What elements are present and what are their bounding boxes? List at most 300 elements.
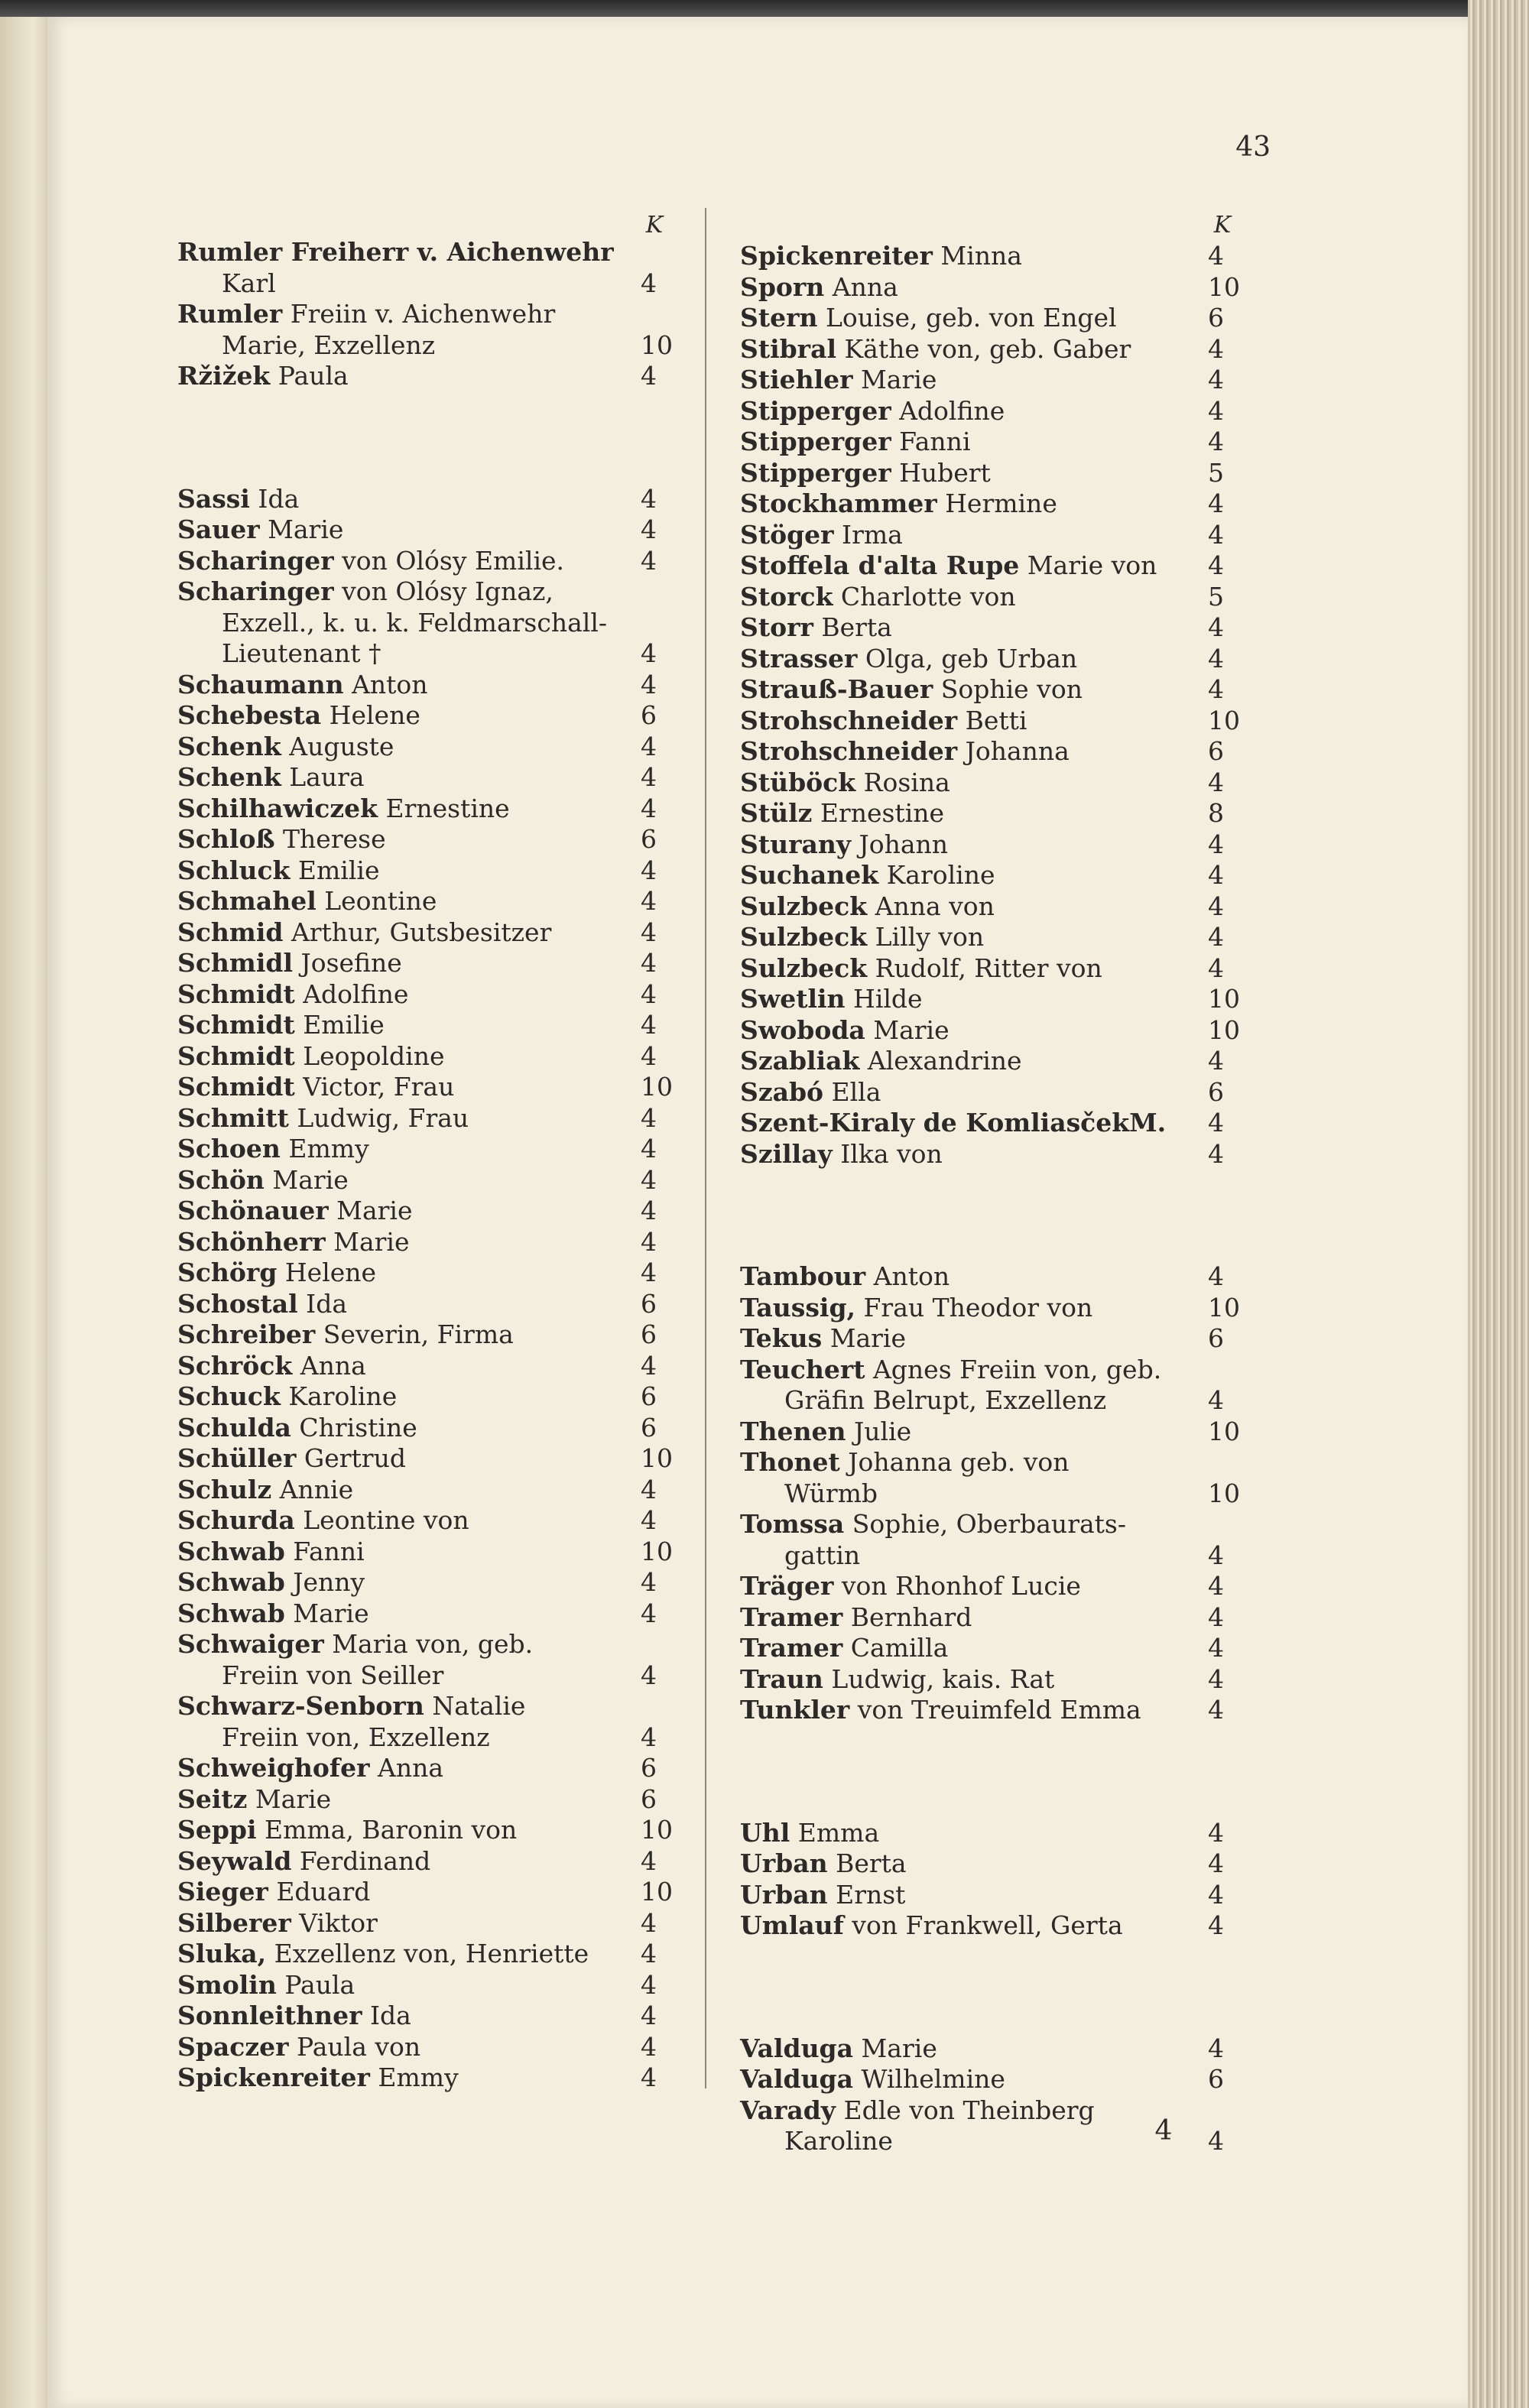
entry-surname: Schloß (177, 824, 275, 854)
entry-surname: Schaumann (177, 669, 344, 699)
entry-amount: 4 (1208, 612, 1224, 642)
list-item (177, 2032, 682, 2063)
entry-amount: 4 (641, 1939, 657, 1968)
entry-amount: 4 (641, 1505, 657, 1535)
entry-amount: 4 (1208, 1633, 1224, 1663)
entry-amount: 10 (641, 1877, 673, 1907)
entry-surname: Schluck (177, 855, 291, 885)
section-gap (177, 392, 682, 484)
entry-surname: Schmid (177, 917, 284, 947)
entry-amount: 6 (1208, 736, 1224, 766)
entry-surname: Swoboda (740, 1014, 865, 1045)
list-item (177, 1815, 682, 1846)
entry-surname: Strasser (740, 643, 858, 673)
entry-amount: 4 (641, 948, 657, 978)
list-item (740, 644, 1249, 675)
list-item (177, 948, 682, 979)
entry-given-name: Emmy (280, 1134, 369, 1163)
entry-given-name: Olga, geb Urban (857, 643, 1078, 673)
entry-surname: Schwab (177, 1598, 285, 1628)
entry-given-name: Berta (813, 612, 892, 642)
entry-surname: Schwarz-Senborn (177, 1691, 424, 1721)
list-item (740, 1602, 1249, 1634)
entry-given-name: Gertrud (296, 1443, 406, 1473)
list-item (740, 984, 1249, 1015)
list-item (177, 1567, 682, 1598)
entry-surname: Sluka, (177, 1939, 267, 1968)
entry-given-name: Marie (259, 514, 344, 544)
entry-given-name: Hilde (845, 984, 923, 1014)
list-item (177, 1846, 682, 1877)
list-item (177, 1134, 682, 1165)
entry-surname: Schreiber (177, 1319, 316, 1349)
entry-amount: 4 (641, 1845, 657, 1876)
list-item (177, 793, 682, 825)
entry-given-name: Jenny (284, 1567, 365, 1597)
entry-given-name: Marie (284, 1598, 369, 1628)
entry-surname: Thenen (740, 1416, 846, 1446)
entry-continuation: Freiin von, Exzellenz (222, 1722, 490, 1752)
entry-surname: Tekus (740, 1323, 823, 1353)
entry-surname: Schenk (177, 731, 281, 761)
list-item (740, 520, 1249, 551)
list-item (740, 365, 1249, 396)
entry-amount: 10 (641, 1536, 673, 1566)
entry-surname: Schostal (177, 1288, 298, 1319)
entry-amount: 4 (1208, 1910, 1224, 1940)
entry-amount: 4 (1208, 2033, 1224, 2063)
list-item (177, 824, 682, 855)
entry-given-name: Therese (274, 824, 386, 854)
entry-amount: 10 (1208, 1416, 1240, 1446)
section-gap (740, 1170, 1249, 1261)
entry-given-name: Lilly von (867, 922, 985, 952)
entry-surname: Suchanek (740, 860, 879, 890)
list-item (177, 1784, 682, 1816)
entry-surname: Seitz (177, 1783, 248, 1814)
section-gap (740, 1942, 1249, 2033)
list-item (740, 891, 1249, 923)
entry-given-name: Severin, Firma (315, 1319, 514, 1349)
entry-given-name: von Frankwell, Gerta (843, 1910, 1123, 1940)
entry-amount: 6 (1208, 2064, 1224, 2094)
entry-amount: 4 (641, 731, 657, 761)
list-item (740, 396, 1249, 427)
entry-surname: Schwaiger (177, 1629, 324, 1659)
entry-given-name: Marie (325, 1226, 410, 1257)
entry-surname: Tunkler (740, 1695, 850, 1725)
entry-amount: 5 (1208, 581, 1224, 612)
entry-amount: 10 (1208, 271, 1240, 302)
list-item (177, 514, 682, 546)
list-item (740, 303, 1249, 334)
entry-surname: Schmidt (177, 978, 295, 1009)
entry-amount: 4 (1208, 241, 1224, 271)
entry-amount: 6 (641, 1412, 657, 1443)
entry-surname: Seywald (177, 1845, 292, 1876)
entry-surname: Silberer (177, 1907, 291, 1938)
list-item (740, 953, 1249, 985)
right-column (740, 241, 1249, 2157)
list-item (177, 1258, 682, 1289)
list-item (740, 458, 1249, 489)
entry-given-name: Maria von, geb. (323, 1629, 534, 1659)
entry-amount: 4 (641, 917, 657, 947)
entry-given-name: Annie (271, 1474, 354, 1504)
entry-amount: 6 (1208, 1076, 1224, 1107)
entry-continuation: gattin (784, 1540, 861, 1570)
entry-surname: Stöger (740, 519, 834, 550)
entry-surname: Spickenreiter (740, 241, 933, 271)
entry-continuation: Karoline (784, 2126, 893, 2156)
entry-surname: Schröck (177, 1350, 293, 1381)
entry-amount: 10 (1208, 984, 1240, 1014)
entry-amount: 4 (1208, 674, 1224, 704)
entry-surname: Stipperger (740, 457, 891, 488)
entry-amount: 4 (641, 545, 657, 576)
entry-given-name: Betti (957, 705, 1027, 735)
entry-amount: 4 (641, 483, 657, 514)
list-item (177, 2062, 682, 2094)
entry-surname: Scharinger (177, 576, 334, 606)
entry-surname: Scharinger (177, 545, 334, 576)
entry-surname: Varady (740, 2095, 836, 2125)
entry-amount: 4 (641, 669, 657, 699)
list-item (177, 917, 682, 949)
entry-surname: Schweighofer (177, 1753, 370, 1783)
entry-surname: Sonnleithner (177, 2001, 362, 2030)
book-edge-top (0, 0, 1529, 17)
entry-given-name: Leopoldine (294, 1040, 445, 1071)
entry-amount: 6 (641, 1288, 657, 1319)
list-item (177, 1877, 682, 1908)
entry-given-name: Johanna (957, 736, 1070, 766)
list-item (740, 829, 1249, 861)
entry-surname: Sporn (740, 271, 825, 302)
entry-surname: Schenk (177, 762, 281, 792)
entry-amount: 4 (641, 978, 657, 1009)
entry-given-name: Julie (846, 1416, 912, 1446)
entry-surname: Rumler (177, 299, 283, 329)
entry-surname: Tramer (740, 1602, 843, 1632)
entry-given-name: Marie (822, 1323, 907, 1353)
entry-amount: 4 (641, 2001, 657, 2030)
list-item (177, 855, 682, 887)
entry-amount: 4 (1208, 1879, 1224, 1910)
entry-surname: Schmidt (177, 1040, 295, 1071)
entry-continuation: Würmb (784, 1478, 878, 1508)
entry-surname: Schön (177, 1164, 265, 1195)
list-item (177, 1381, 682, 1413)
entry-given-name: Charlotte von (833, 581, 1016, 612)
list-item (177, 1908, 682, 1939)
list-item (177, 1413, 682, 1444)
entry-continuation: Exzell., k. u. k. Feldmarschall- (222, 607, 608, 638)
entry-amount: 6 (1208, 303, 1224, 333)
entry-given-name: Marie (852, 365, 937, 394)
entry-amount: 4 (641, 638, 657, 668)
entry-given-name: Anna (369, 1753, 444, 1783)
entry-amount: 4 (641, 1040, 657, 1071)
entry-given-name: Adolfine (891, 395, 1005, 426)
entry-given-name: Ernestine (378, 793, 510, 823)
entry-given-name: Berta (827, 1848, 907, 1878)
entry-amount: 4 (1208, 1602, 1224, 1632)
entry-amount: 4 (641, 268, 657, 298)
list-item (177, 576, 682, 670)
entry-given-name: Anton (865, 1261, 950, 1291)
list-item (177, 1196, 682, 1227)
entry-surname: Schilhawiczek (177, 793, 378, 823)
entry-given-name: Marie (328, 1196, 413, 1225)
entry-amount: 4 (1208, 922, 1224, 952)
entry-continuation: Karl (222, 268, 276, 298)
list-item (740, 2033, 1249, 2065)
list-item (740, 241, 1249, 272)
entry-given-name: Anna von (867, 891, 995, 921)
entry-given-name: Auguste (281, 731, 394, 761)
entry-surname: Traun (740, 1663, 823, 1694)
entry-surname: Szabliak (740, 1046, 860, 1076)
list-item (740, 2064, 1249, 2095)
entry-amount: 4 (641, 1134, 657, 1163)
entry-surname: Spaczer (177, 2031, 289, 2062)
entry-surname: Träger (740, 1571, 834, 1601)
entry-surname: Strauß-Bauer (740, 674, 933, 704)
entry-given-name: Ilka von (832, 1138, 943, 1169)
entry-given-name: Emilie (294, 1010, 385, 1040)
entry-given-name: Victor, Frau (294, 1072, 455, 1102)
list-item (177, 1289, 682, 1320)
entry-surname: Sulzbeck (740, 952, 868, 983)
entry-given-name: Leontine (316, 886, 437, 916)
list-item (740, 706, 1249, 737)
list-item (177, 1227, 682, 1258)
entry-given-name: Marie (247, 1783, 332, 1814)
entry-amount: 4 (641, 855, 657, 885)
list-item (740, 1293, 1249, 1324)
entry-amount: 6 (641, 700, 657, 730)
entry-amount: 6 (641, 1783, 657, 1814)
list-item (177, 670, 682, 701)
entry-amount: 4 (641, 1258, 657, 1287)
entry-amount: 10 (641, 329, 673, 360)
list-item (177, 484, 682, 515)
entry-surname: Schwab (177, 1567, 285, 1597)
list-item (740, 1509, 1249, 1571)
list-item (177, 1970, 682, 2001)
list-item (740, 1571, 1249, 1602)
entry-amount: 10 (641, 1072, 673, 1102)
entry-given-name: Ida (297, 1288, 347, 1319)
entry-surname: Schebesta (177, 700, 322, 730)
list-item (740, 1695, 1249, 1726)
entry-amount: 4 (641, 1010, 657, 1040)
entry-surname: Stüböck (740, 767, 856, 797)
list-item (740, 1447, 1249, 1509)
entry-surname: Smolin (177, 1969, 277, 2000)
entry-surname: Schulda (177, 1412, 291, 1443)
entry-given-name: Bernhard (842, 1602, 972, 1632)
entry-surname: Schmahel (177, 886, 317, 916)
list-item (177, 979, 682, 1011)
entry-surname: Swetlin (740, 984, 846, 1014)
entry-amount: 4 (1208, 395, 1224, 426)
entry-given-name: Emmy (369, 2062, 459, 2092)
entry-surname: Sauer (177, 514, 260, 544)
entry-given-name: Anna (292, 1350, 366, 1381)
entry-surname: Stipperger (740, 427, 891, 456)
entry-surname: Stoffela d'alta Rupe (740, 550, 1020, 580)
entry-given-name: Freiin v. Aichenwehr (282, 299, 556, 329)
entry-amount: 4 (1208, 488, 1224, 518)
list-item (740, 427, 1249, 458)
entry-surname: Tomssa (740, 1509, 845, 1539)
entry-given-name: Karoline (280, 1381, 398, 1411)
entry-given-name: Laura (281, 762, 365, 792)
entry-given-name: Frau Theodor von (855, 1292, 1093, 1322)
entry-given-name: Christine (291, 1412, 417, 1443)
entry-given-name: Hermine (937, 488, 1057, 518)
list-item (177, 1443, 682, 1475)
entry-amount: 4 (641, 793, 657, 823)
entry-given-name: Irma (833, 519, 903, 550)
entry-given-name: Rudolf, Ritter von (867, 952, 1102, 983)
entry-surname: Teuchert (740, 1354, 865, 1384)
list-item (740, 736, 1249, 768)
entry-surname: Schörg (177, 1258, 278, 1287)
entry-surname: Schönherr (177, 1226, 326, 1257)
entry-surname: Strohschneider (740, 705, 958, 735)
list-item (740, 1910, 1249, 1942)
entry-given-name: Johanna geb. von (839, 1447, 1070, 1477)
entry-amount: 6 (641, 824, 657, 854)
entry-given-name: Agnes Freiin von, geb. (865, 1354, 1162, 1384)
entry-surname: Valduga (740, 2033, 854, 2063)
entry-given-name: Eduard (268, 1877, 371, 1907)
entry-amount: 6 (641, 1319, 657, 1349)
entry-amount: 6 (1208, 1323, 1224, 1353)
list-item (177, 1629, 682, 1691)
entry-surname: Stiehler (740, 365, 853, 394)
entry-given-name: Ferdinand (291, 1845, 431, 1876)
entry-amount: 4 (641, 1474, 657, 1504)
entry-given-name: Anna (824, 271, 898, 302)
entry-amount: 10 (1208, 1292, 1240, 1322)
entry-amount: 4 (1208, 333, 1224, 364)
list-item (740, 334, 1249, 365)
entry-given-name: Minna (932, 241, 1022, 271)
list-item (740, 1015, 1249, 1047)
list-item (740, 1417, 1249, 1448)
list-item (177, 1939, 682, 1970)
list-item (177, 700, 682, 732)
list-item (740, 582, 1249, 613)
entry-surname: Schmitt (177, 1102, 289, 1133)
list-item (177, 1072, 682, 1103)
entry-amount: 4 (641, 1164, 657, 1195)
list-item (740, 1108, 1249, 1139)
entry-amount: 4 (641, 1226, 657, 1257)
list-item (740, 1077, 1249, 1108)
entry-surname: Rumler Freiherr v. Aichenwehr (177, 237, 614, 267)
list-item (177, 1165, 682, 1196)
entry-amount: 4 (1208, 519, 1224, 550)
entry-surname: Schüller (177, 1443, 297, 1473)
list-item (740, 1323, 1249, 1355)
entry-amount: 4 (641, 514, 657, 544)
list-item (177, 546, 682, 577)
entry-surname: Sassi (177, 483, 250, 514)
entry-given-name: Paula (270, 361, 349, 391)
entry-given-name: Edle von Theinberg (835, 2095, 1095, 2125)
entry-given-name: Camilla (842, 1633, 949, 1663)
entry-amount: 4 (641, 1350, 657, 1381)
entry-amount: 4 (1208, 1138, 1224, 1169)
list-item (177, 1537, 682, 1568)
entry-given-name: Ludwig, Frau (288, 1102, 469, 1133)
entry-surname: Schmidl (177, 948, 293, 978)
list-item (177, 299, 682, 361)
list-item (740, 488, 1249, 520)
entry-given-name: von Rhonhof Lucie (833, 1571, 1081, 1601)
list-item (177, 1598, 682, 1630)
entry-amount: 4 (1208, 1663, 1224, 1694)
entry-surname: Sieger (177, 1877, 268, 1907)
entry-given-name: Helene (277, 1258, 377, 1287)
entry-given-name: Ernst (827, 1879, 906, 1910)
entry-given-name: Ida (362, 2001, 411, 2030)
entry-amount: 4 (641, 361, 657, 391)
list-item (740, 1633, 1249, 1664)
list-item (740, 612, 1249, 644)
entry-given-name: Emilie (290, 855, 380, 885)
entry-amount: 4 (641, 1660, 657, 1690)
entry-surname: Sulzbeck (740, 891, 868, 921)
list-item (740, 272, 1249, 303)
signature-mark: 4 (1154, 2115, 1173, 2147)
entry-given-name: Leontine von (294, 1505, 469, 1535)
entry-given-name: Marie (264, 1164, 349, 1195)
entry-amount: 10 (1208, 705, 1240, 735)
currency-header-left: K (645, 212, 664, 239)
entry-amount: 4 (1208, 365, 1224, 394)
entry-given-name: Ernestine (812, 798, 945, 828)
entry-surname: Urban (740, 1848, 828, 1878)
entry-surname: Schönauer (177, 1196, 329, 1225)
entry-surname: Tramer (740, 1633, 843, 1663)
entry-given-name: Ida (249, 483, 300, 514)
entry-amount: 4 (641, 762, 657, 792)
entry-surname: Schoen (177, 1134, 281, 1163)
entry-surname: Szabó (740, 1076, 824, 1107)
entry-surname: Szillay (740, 1138, 833, 1169)
entry-amount: 6 (641, 1753, 657, 1783)
entry-amount: 4 (1208, 1571, 1224, 1601)
entry-given-name: Louise, geb. von Engel (817, 303, 1117, 333)
entry-surname: Stipperger (740, 395, 891, 426)
entry-given-name: Emma, Baronin von (256, 1815, 518, 1845)
entry-amount: 10 (641, 1443, 673, 1473)
entry-continuation: Freiin von Seiller (222, 1660, 444, 1690)
list-item (177, 1010, 682, 1041)
entry-amount: 4 (1208, 1848, 1224, 1878)
entry-surname: Storck (740, 581, 833, 612)
list-item (740, 1261, 1249, 1293)
list-item (740, 550, 1249, 582)
entry-amount: 4 (1208, 1046, 1224, 1076)
entry-given-name: Emma (790, 1817, 880, 1848)
